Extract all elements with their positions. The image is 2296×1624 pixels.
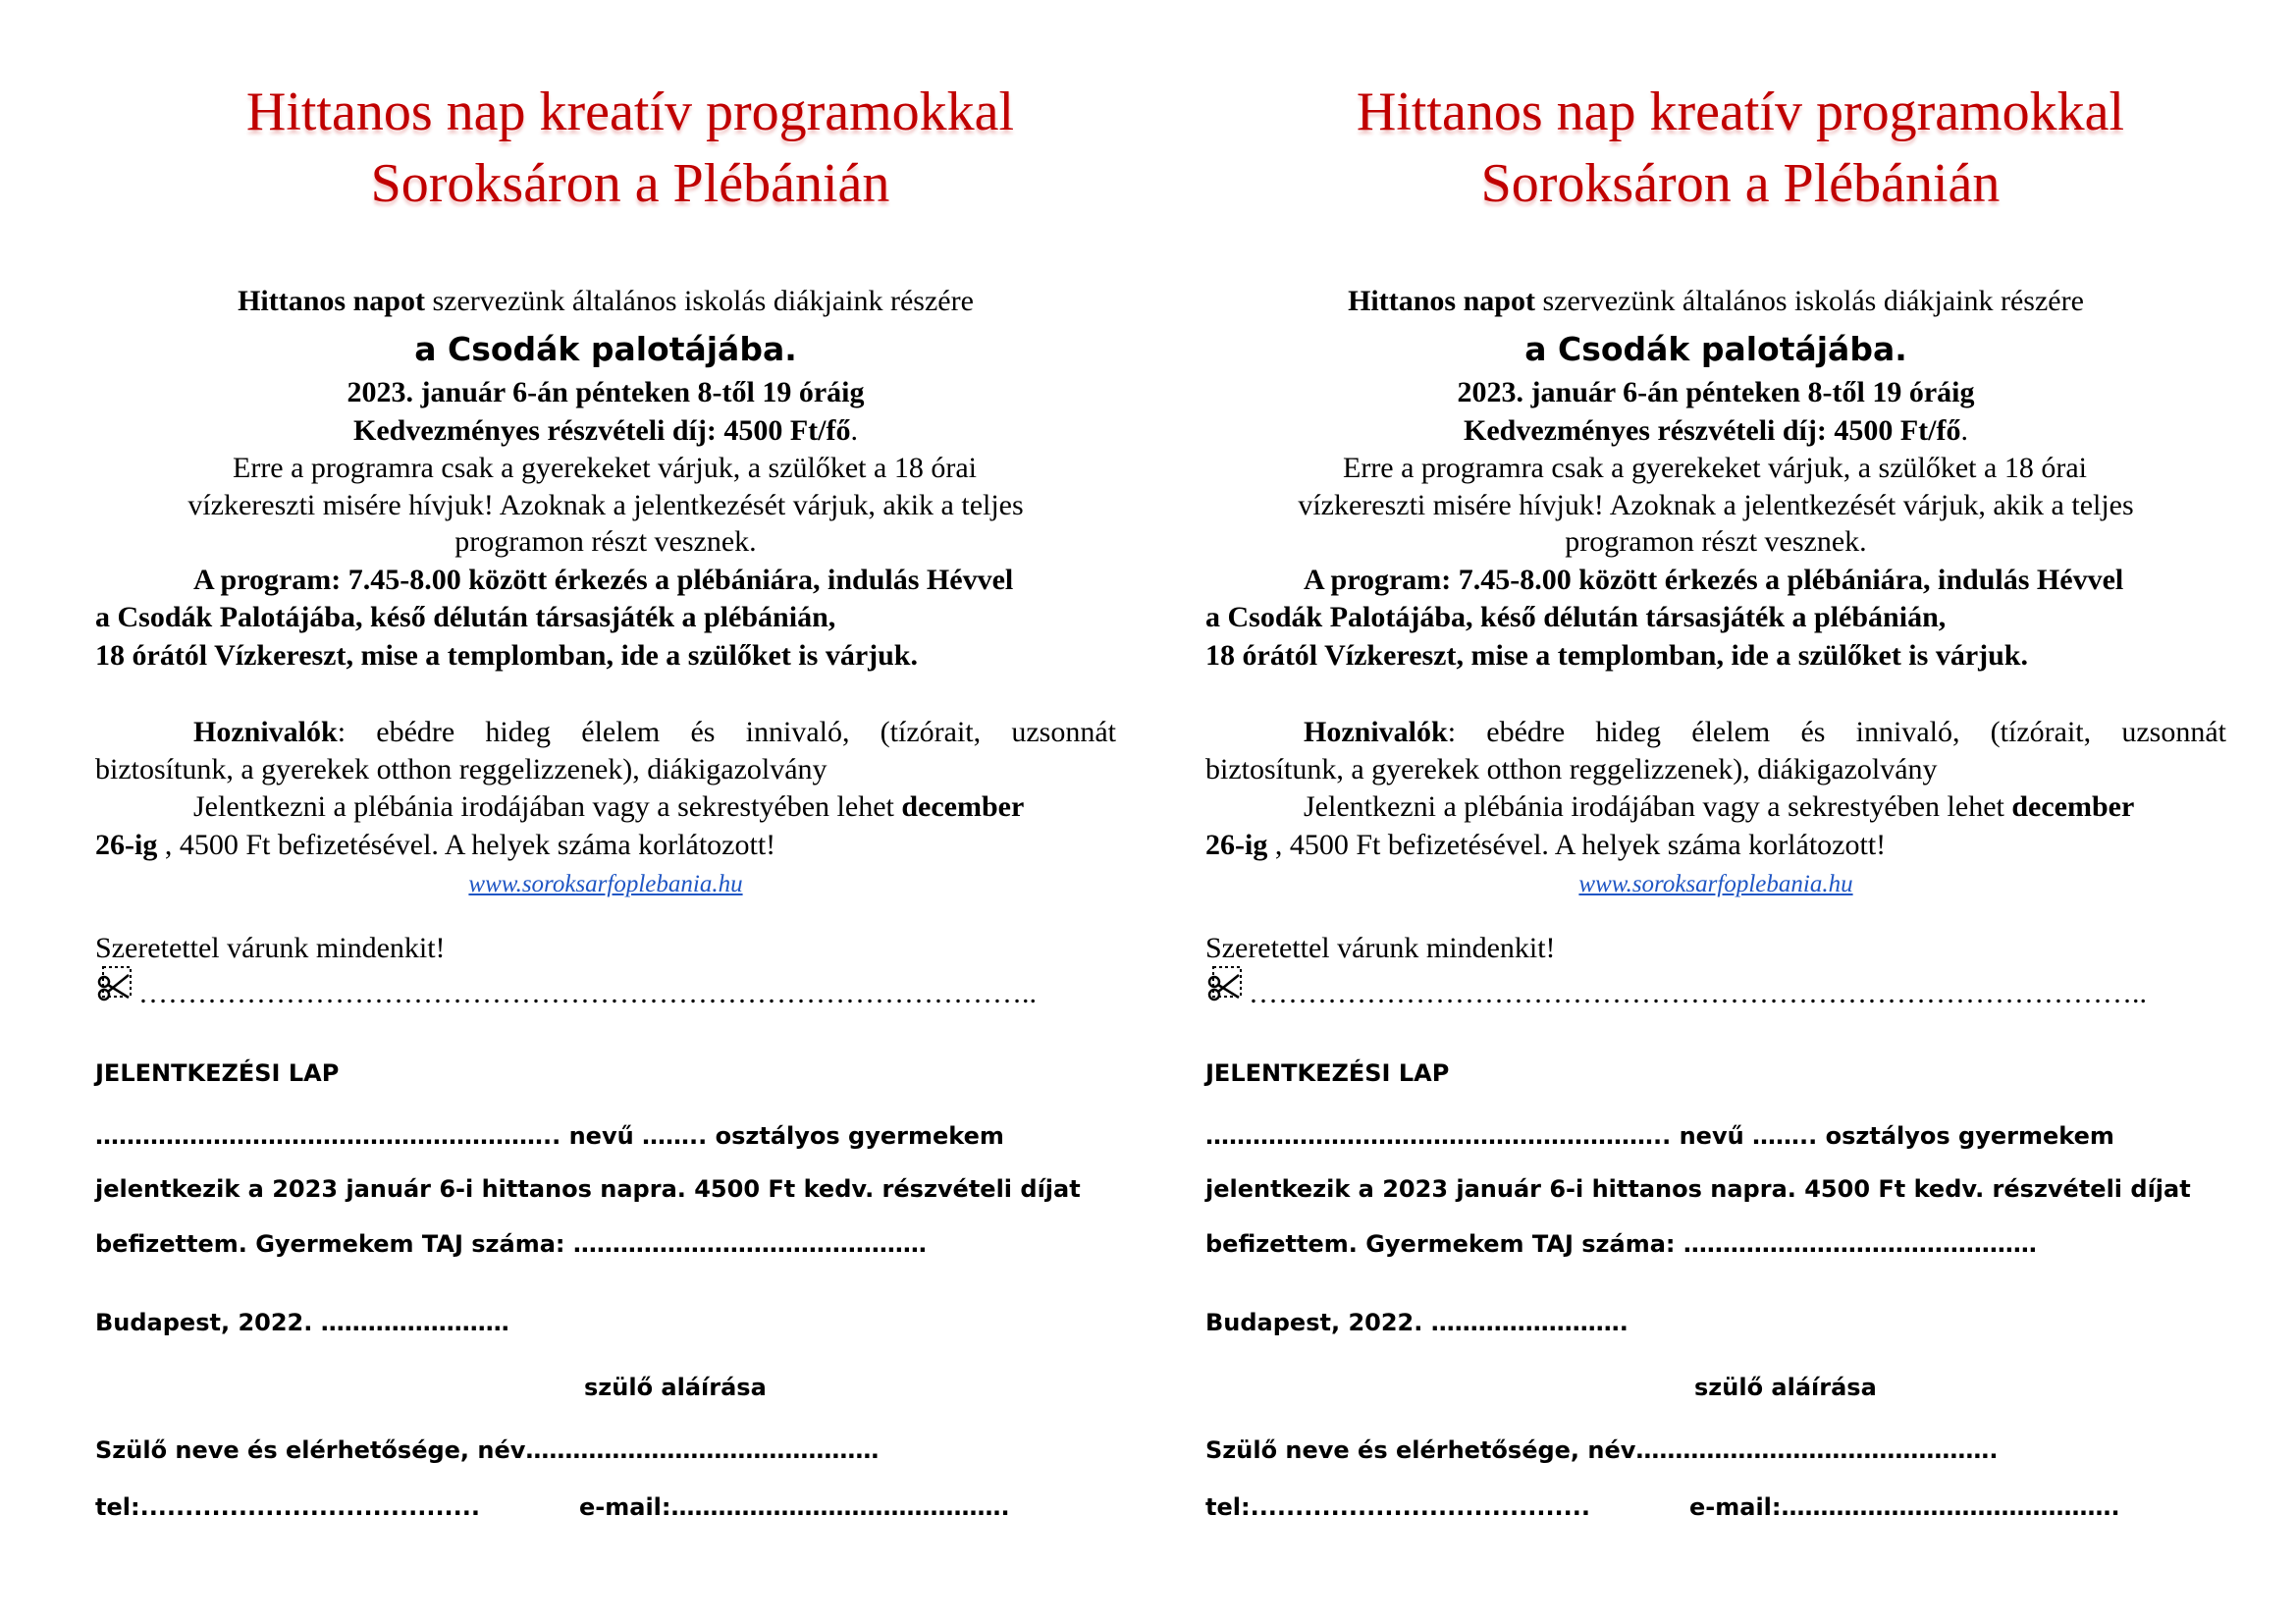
apply-line1: [1304, 788, 2296, 826]
form-signature: szülő aláírása: [584, 1374, 767, 1401]
apply-bold: december: [2011, 790, 2135, 823]
apply-deadline: 26-ig: [95, 829, 158, 861]
form-row3: befizettem. Gyermekem TAJ száma: ………………………………………: [1205, 1230, 2037, 1258]
fee-line: [95, 412, 1116, 450]
flyer-right: [1205, 0, 2275, 1624]
date-line: 2023. január 6-án pénteken 8-től 19 óráig: [1457, 376, 1975, 408]
cut-line: ………………………………………………………………………………..: [138, 979, 1037, 1008]
form-city-date: Budapest, 2022. ……………………: [95, 1309, 509, 1336]
form-row3: befizettem. Gyermekem TAJ száma: ………………………………………: [95, 1230, 927, 1258]
form-row1: ………………………………………………….. nevű …….. osztályos gyermekem: [95, 1122, 1004, 1150]
bring-bold: Hoznivalók: [193, 716, 338, 748]
flyer-left: [95, 0, 1165, 1624]
program-line1: A program: 7.45-8.00 között érkezés a plébániára, indulás Hévvel: [1304, 564, 2124, 596]
form-email: e-mail:…………………………………….: [579, 1493, 1010, 1521]
bring-text: : ebédre hideg élelem és innivaló, (tízórait, uzsonnát: [1447, 716, 2226, 748]
bring-line1: [1304, 714, 2226, 751]
form-city-date: Budapest, 2022. …………………….: [1205, 1309, 1629, 1336]
intro-bold: Hittanos napot: [1348, 285, 1535, 317]
form-heading: JELENTKEZÉSI LAP: [95, 1059, 340, 1087]
apply-text: Jelentkezni a plébánia irodájában vagy a sekrestyében lehet: [1304, 790, 2012, 823]
form-signature: szülő aláírása: [1694, 1374, 1877, 1401]
fee-dot: .: [1960, 414, 1968, 447]
closing-line: Szeretettel várunk mindenkit!: [95, 932, 446, 964]
program-line1: A program: 7.45-8.00 között érkezés a plébániára, indulás Hévvel: [193, 564, 1014, 596]
program-line3: 18 órától Vízkereszt, mise a templomban, ide a szülőket is várjuk.: [95, 639, 918, 672]
apply-line1: [193, 788, 1214, 826]
form-heading: JELENTKEZÉSI LAP: [1205, 1059, 1450, 1087]
intro-line: [1205, 283, 2226, 320]
program-line2: a Csodák Palotájába, késő délután társasjáték a plébánián,: [95, 601, 836, 633]
fee-dot: .: [850, 414, 858, 447]
apply-line2: [95, 827, 1116, 864]
note-line2: vízkereszti misére hívjuk! Azoknak a jelentkezését várjuk, akik a teljes: [187, 489, 1024, 521]
website-link[interactable]: www.soroksarfoplebania.hu: [468, 871, 743, 897]
program-line2: a Csodák Palotájába, késő délután társasjáték a plébánián,: [1205, 601, 1947, 633]
intro-text: szervezünk általános iskolás diákjaink részére: [1534, 285, 2084, 317]
note-line3: programon részt vesznek.: [454, 525, 757, 558]
apply-rest: , 4500 Ft befizetésével. A helyek száma korlátozott!: [1267, 829, 1887, 861]
cut-line: ………………………………………………………………………………..: [1249, 979, 2147, 1008]
apply-rest: , 4500 Ft befizetésével. A helyek száma korlátozott!: [157, 829, 776, 861]
closing-line: Szeretettel várunk mindenkit!: [1205, 932, 1556, 964]
form-email: e-mail:…………………………………….: [1689, 1493, 2120, 1521]
bring-line2: biztosítunk, a gyerekek otthon reggelizzenek), diákigazolvány: [95, 753, 828, 785]
scissors-icon: [1205, 965, 1245, 1004]
form-row1: ………………………………………………….. nevű …….. osztályos gyermekem: [1205, 1122, 2114, 1150]
note-line1: Erre a programra csak a gyerekeket várjuk, a szülőket a 18 órai: [1343, 452, 2087, 484]
form-parent-name: Szülő neve és elérhetősége, név……………………………………….: [1205, 1436, 1999, 1464]
website-link[interactable]: www.soroksarfoplebania.hu: [1578, 871, 1853, 897]
date-line: 2023. január 6-án pénteken 8-től 19 óráig: [347, 376, 865, 408]
flyer-title-line2: Soroksáron a Plébánián: [370, 153, 890, 214]
program-line3: 18 órától Vízkereszt, mise a templomban, ide a szülőket is várjuk.: [1205, 639, 2028, 672]
bring-line1: [193, 714, 1116, 751]
intro-text: szervezünk általános iskolás diákjaink részére: [424, 285, 974, 317]
form-row2: jelentkezik a 2023 január 6-i hittanos napra. 4500 Ft kedv. részvételi díjat: [95, 1175, 1081, 1203]
apply-line2: [1205, 827, 2226, 864]
fee-line: [1205, 412, 2226, 450]
destination: a Csodák palotájába.: [414, 330, 797, 368]
intro-bold: Hittanos napot: [238, 285, 425, 317]
form-tel: tel:......................................: [95, 1493, 481, 1521]
apply-bold: december: [901, 790, 1025, 823]
note-line2: vízkereszti misére hívjuk! Azoknak a jelentkezését várjuk, akik a teljes: [1298, 489, 2134, 521]
flyer-title-line1: Hittanos nap kreatív programokkal: [245, 81, 1015, 142]
form-tel: tel:......................................: [1205, 1493, 1591, 1521]
scissors-icon: [95, 965, 134, 1004]
form-parent-name: Szülő neve és elérhetősége, név………………………………………: [95, 1436, 880, 1464]
apply-text: Jelentkezni a plébánia irodájában vagy a sekrestyében lehet: [193, 790, 902, 823]
note-line1: Erre a programra csak a gyerekeket várjuk, a szülőket a 18 órai: [233, 452, 977, 484]
destination: a Csodák palotájába.: [1524, 330, 1907, 368]
bring-text: : ebédre hideg élelem és innivaló, (tízórait, uzsonnát: [337, 716, 1116, 748]
flyer-title-line2: Soroksáron a Plébánián: [1480, 153, 2001, 214]
fee-text: Kedvezményes részvételi díj: 4500 Ft/fő: [1464, 414, 1961, 447]
bring-bold: Hoznivalók: [1304, 716, 1448, 748]
form-row2: jelentkezik a 2023 január 6-i hittanos napra. 4500 Ft kedv. részvételi díjat: [1205, 1175, 2191, 1203]
bring-line2: biztosítunk, a gyerekek otthon reggelizzenek), diákigazolvány: [1205, 753, 1938, 785]
flyer-title-line1: Hittanos nap kreatív programokkal: [1356, 81, 2125, 142]
fee-text: Kedvezményes részvételi díj: 4500 Ft/fő: [353, 414, 851, 447]
note-line3: programon részt vesznek.: [1565, 525, 1867, 558]
apply-deadline: 26-ig: [1205, 829, 1268, 861]
intro-line: [95, 283, 1116, 320]
